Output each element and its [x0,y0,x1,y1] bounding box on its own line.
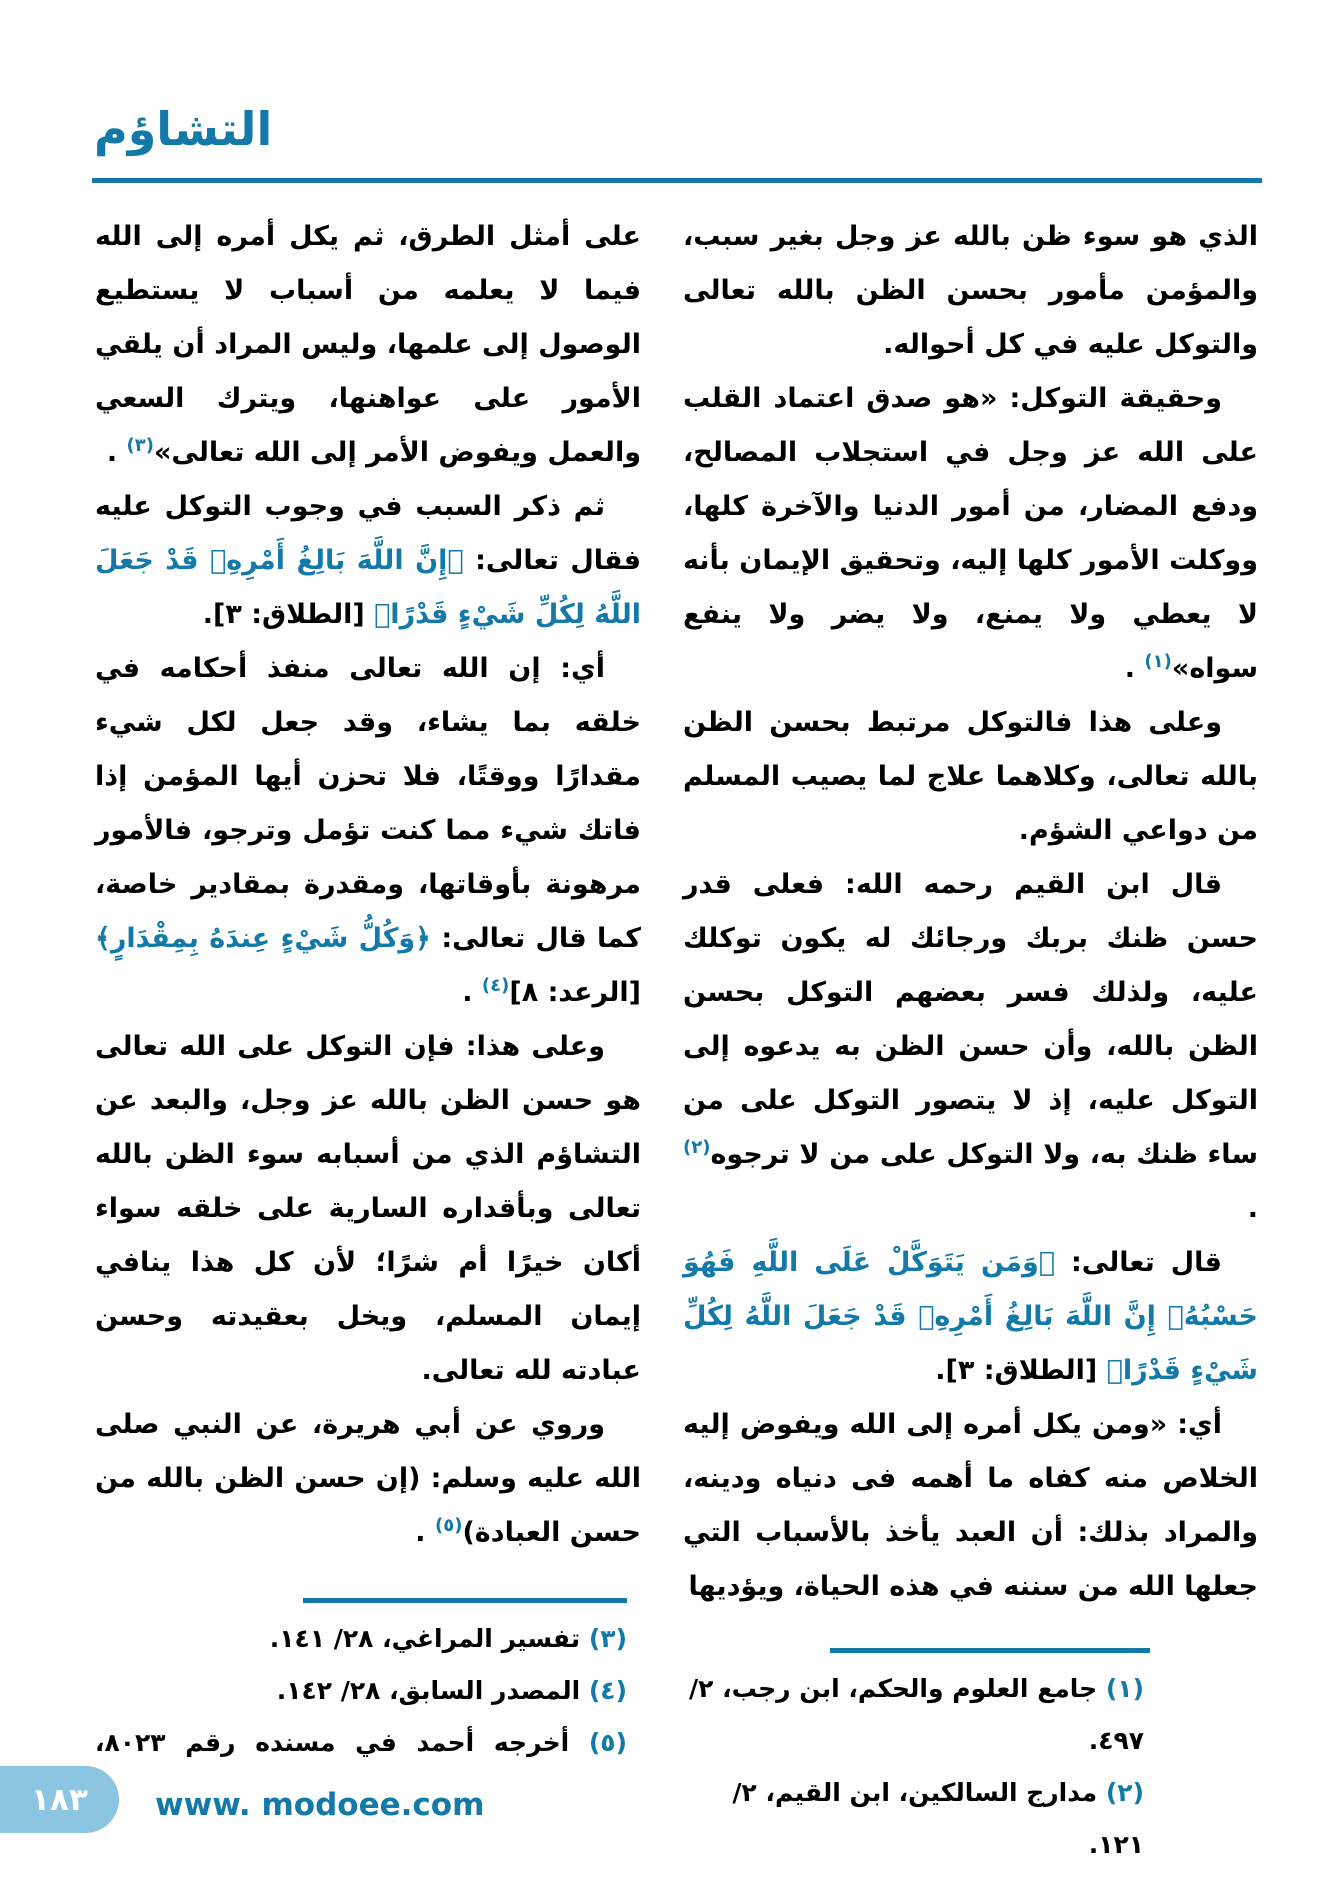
footnotes-right [672,1648,1150,1871]
footnote-text: أخرجه أحمد في مسنده رقم ٨٠٢٣، [95,1728,589,1757]
footnote-list [672,1663,1150,1871]
text-run: وعلى هذا: فإن التوكل على الله تعالى هو حسن الظن بالله عز وجل، والبعد عن التشاؤم الذي من أسبابه سوء الظن بالله تعالى وبأقداره السارية على خلقه سواء أكان خيرًا أم شرًا؛ لأن كل هذا ينافي إيمان المسلم، ويخل بعقيدته وحسن عبادته لله تعالى. [95,1031,641,1386]
paragraph [683,372,1258,696]
text-run: أي: «ومن يكل أمره إلى الله ويفوض إليه الخلاص منه كفاه ما أهمه فى دنياه ودينه، والمراد بذلك: أن العبد يأخذ بالأسباب التي جعلها الله من سننه في هذه الحياة، ويؤديها [683,1409,1258,1602]
footnote-separator [303,1598,627,1603]
right-column [683,210,1258,1614]
text-run: . [106,437,127,468]
footnote [672,1663,1150,1767]
hadith-text: (إن حسن الظن بالله من حسن العبادة) [95,1463,641,1548]
text-run: وروي عن أبي هريرة، عن النبي صلى الله عليه وسلم: [95,1409,641,1494]
paragraph [95,1398,641,1560]
footnote-number: (١) [1105,1674,1144,1703]
footnote-number: (٢) [1105,1778,1144,1807]
text-run: . [1247,1193,1258,1224]
footnote-marker: (٤) [481,975,510,996]
footnote-marker: (١) [1144,651,1172,672]
text-run: وحقيقة التوكل: «هو صدق اعتماد القلب على الله عز وجل في استجلاب المصالح، ودفع المضار، من أمور الدنيا والآخرة كلها، ووكلت الأمور كلها إليه، وتحقيق الإيمان بأنه لا يعطي ولا يمنع، ولا يضر ولا ينفع سواه» [683,383,1258,684]
text-run: [الطلاق: ٣]. [935,1355,1107,1386]
chapter-title: التشاؤم [94,102,273,156]
footnote [95,1665,641,1717]
footnote-number: (٣) [588,1624,627,1653]
page-number: ١٨٣ [31,1781,88,1818]
text-run: [الرعد: ٨] [509,977,641,1008]
text-run: وعلى هذا فالتوكل مرتبط بحسن الظن بالله تعالى، وكلاهما علاج لما يصيب المسلم من دواعي الشؤم. [683,707,1258,846]
footnote-text: المصدر السابق، ٢٨/ ١٤٢. [276,1676,589,1705]
paragraph [95,480,641,642]
paragraph [95,1020,641,1398]
footnote-marker: (٢) [683,1137,711,1158]
text-run: على أمثل الطرق، ثم يكل أمره إلى الله فيما لا يعلمه من أسباب لا يستطيع الوصول إلى علمها، وليس المراد أن يلقي الأمور على عواهنها، ويترك السعي والعمل ويفوض الأمر إلى الله تعالى» [95,221,641,468]
paragraph [683,210,1258,372]
footnote-text: جامع العلوم والحكم، ابن رجب، ٢/ ٤٩٧. [689,1674,1144,1755]
text-run: . [462,977,482,1008]
text-run: [الطلاق: ٣]. [202,599,375,630]
footnote [95,1613,641,1665]
text-run: . [1124,653,1145,684]
paragraph [683,858,1258,1236]
footnote-marker: (٣) [126,435,154,456]
paragraph [95,210,641,480]
footnote [672,1767,1150,1871]
footnote-separator [830,1648,1150,1653]
header-rule [92,178,1262,183]
footnote-number: (٥) [588,1728,627,1757]
paragraph [683,1236,1258,1398]
footnote-number: (٤) [588,1676,627,1705]
left-column [95,210,641,1560]
footnote-list [95,1613,641,1769]
quran-verse: ﴿إِنَّ اللَّهَ بَالِغُ أَمْرِهِۚ قَدْ جَعَلَ اللَّهُ لِكُلِّ شَيْءٍ قَدْرًا﴾ [95,545,641,630]
text-run: . [415,1517,435,1548]
paragraph [683,1398,1258,1614]
page-number-badge [0,1766,119,1833]
quran-verse: ﴿وَمَن يَتَوَكَّلْ عَلَى اللَّهِ فَهُوَ حَسْبُهُۚ إِنَّ اللَّهَ بَالِغُ أَمْرِهِۚ قَدْ جَعَلَ اللَّهُ لِكُلِّ شَيْءٍ قَدْرًا﴾ [683,1247,1258,1386]
paragraph [95,642,641,1020]
text-run: قال تعالى: [1054,1247,1222,1278]
footnote [95,1717,641,1769]
text-run: قال ابن القيم رحمه الله: فعلى قدر حسن ظنك بربك ورجائك له يكون توكلك عليه، ولذلك فسر بعضهم التوكل بحسن الظن بالله، وأن حسن الظن به يدعوه إلى التوكل عليه، إذ لا يتصور التوكل على من ساء ظنك به، ولا التوكل على من لا ترجوه [683,869,1258,1170]
footnote-marker: (٥) [434,1515,463,1536]
text-run: أي: إن الله تعالى منفذ أحكامه في خلقه بما يشاء، وقد جعل لكل شيء مقدارًا ووقتًا، فلا تحزن أيها المؤمن إذا فاتك شيء مما كنت تؤمل وترجو، فالأمور مرهونة بأوقاتها، ومقدرة بمقادير خاصة، كما قال تعالى: [95,653,641,954]
website-link[interactable]: www. modoee.com [155,1787,485,1823]
text-run: الذي هو سوء ظن بالله عز وجل بغير سبب، والمؤمن مأمور بحسن الظن بالله تعالى والتوكل عليه في كل أحواله. [683,221,1258,360]
quran-verse: ﴿وَكُلُّ شَيْءٍ عِندَهُ بِمِقْدَارٍ﴾ [95,923,431,954]
text-run: ثم ذكر السبب في وجوب التوكل عليه فقال تعالى: [95,491,641,576]
footnote-text: مدارج السالكين، ابن القيم، ٢/ ١٢١. [732,1778,1144,1859]
footnotes-left [95,1598,641,1769]
paragraph [683,696,1258,858]
footnote-text: تفسير المراغي، ٢٨/ ١٤١. [269,1624,589,1653]
